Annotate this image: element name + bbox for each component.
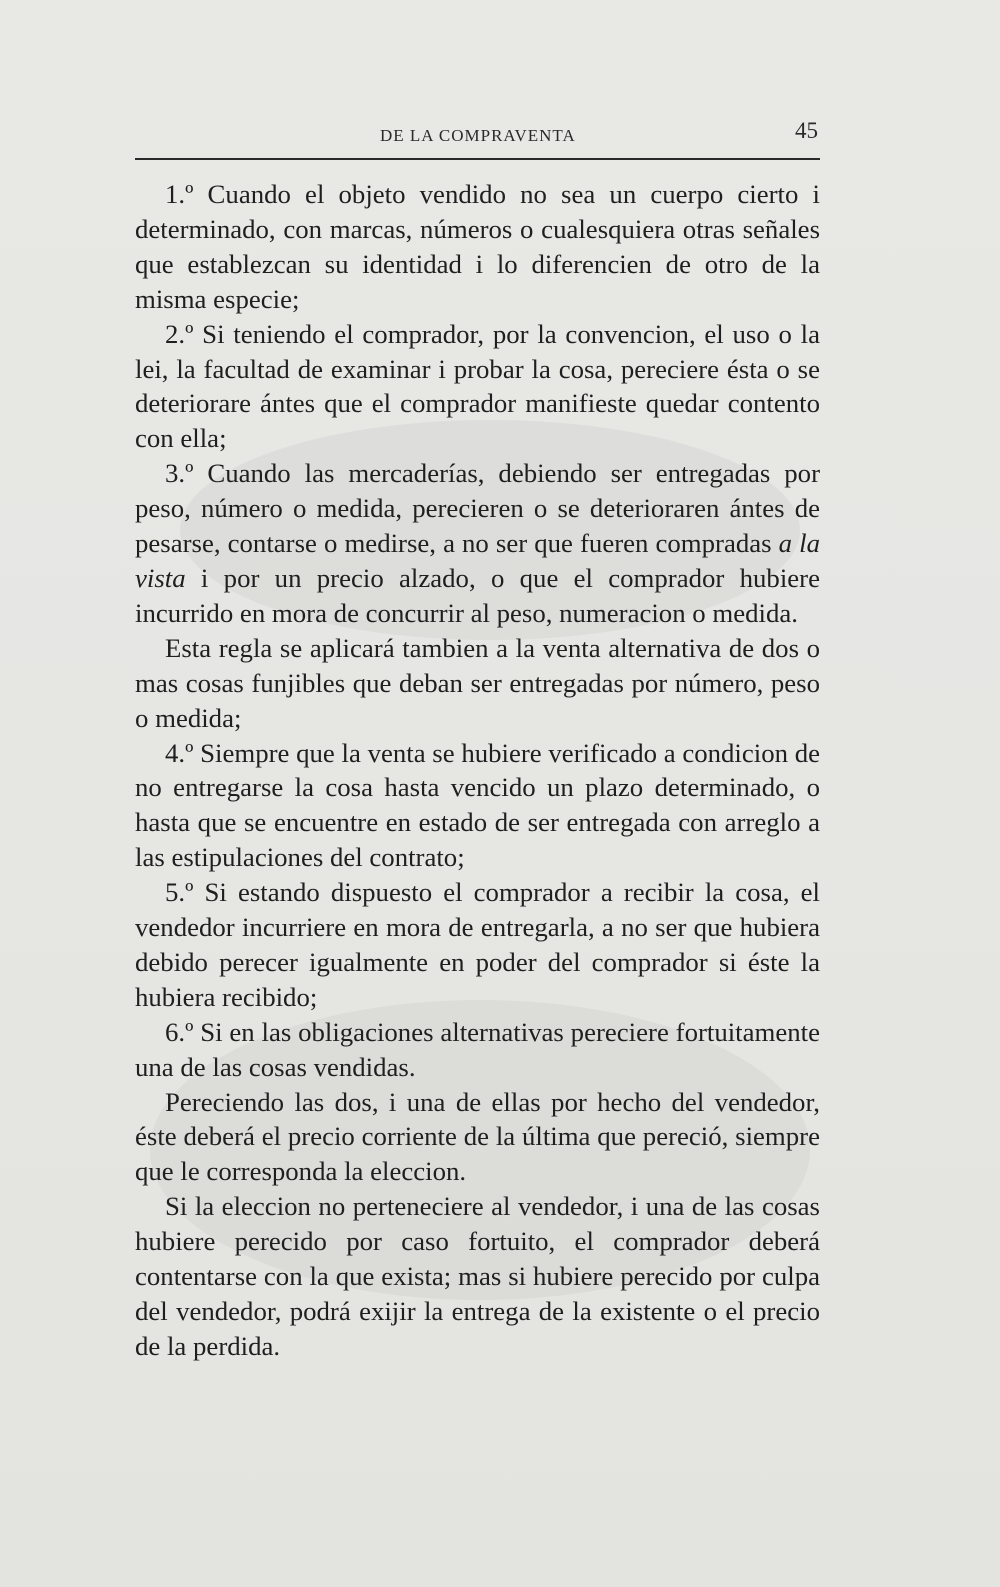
paragraph-both-perish: Pereciendo las dos, i una de ellas por hecho del vendedor, éste deberá el precio corriente de la última que pereció, siempre que le corresponda la eleccion. [135,1086,820,1187]
running-header [135,118,820,160]
italic-phrase: a la vista [135,528,820,593]
paragraph-election: Si la eleccion no perteneciere al vendedor, i una de las cosas hubiere perecido por caso fortuito, el comprador deberá contentarse con la que exista; mas si hubiere perecido por culpa del vendedor, podrá exijir la entrega de la existente o el precio de la perdida. [135,1191,820,1361]
page-number: 45 [795,118,818,143]
paragraph-rule: Esta regla se aplicará tambien a la venta alternativa de dos o mas cosas funjibles que deban ser entregadas por número, peso o medida; [135,632,820,733]
header-title: DE LA COMPRAVENTA [380,126,576,145]
paragraph-text: 3.º Cuando las mercaderías, debiendo ser entregadas por peso, número o medida, perecieren o se deterioraren ántes de pesarse, contarse o medirse, a no ser que fueren compradas [135,458,820,559]
paragraph-item-2: 2.º Si teniendo el comprador, por la convencion, el uso o la lei, la facultad de examinar i probar la cosa, pereciere ésta o se deteriorare ántes que el comprador manifieste quedar contento con ella; [135,318,820,454]
paragraph-item-3 [135,456,820,631]
paragraph-item-4: 4.º Siempre que la venta se hubiere verificado a condicion de no entregarse la cosa hasta vencido un plazo determinado, o hasta que se encuentre en estado de ser entregada con arreglo a las estipulaciones del contrato; [135,737,820,873]
paragraph-item-6: 6.º Si en las obligaciones alternativas pereciere fortuitamente una de las cosas vendidas. [135,1016,820,1082]
paragraph-item-1: 1.º Cuando el objeto vendido no sea un cuerpo cierto i determinado, con marcas, números o cualesquiera otras señales que establezcan su identidad i lo diferencien de otro de la misma especie; [135,179,820,314]
paragraph-text: i por un precio alzado, o que el comprador hubiere incurrido en mora de concurrir al peso, numeracion o medida. [135,562,820,628]
paragraph-item-5: 5.º Si estando dispuesto el comprador a recibir la cosa, el vendedor incurriere en mora de entregarla, a no ser que hubiera debido perecer igualmente en poder del comprador si éste la hubiera recibido; [135,877,820,1012]
body-text [135,177,820,1364]
